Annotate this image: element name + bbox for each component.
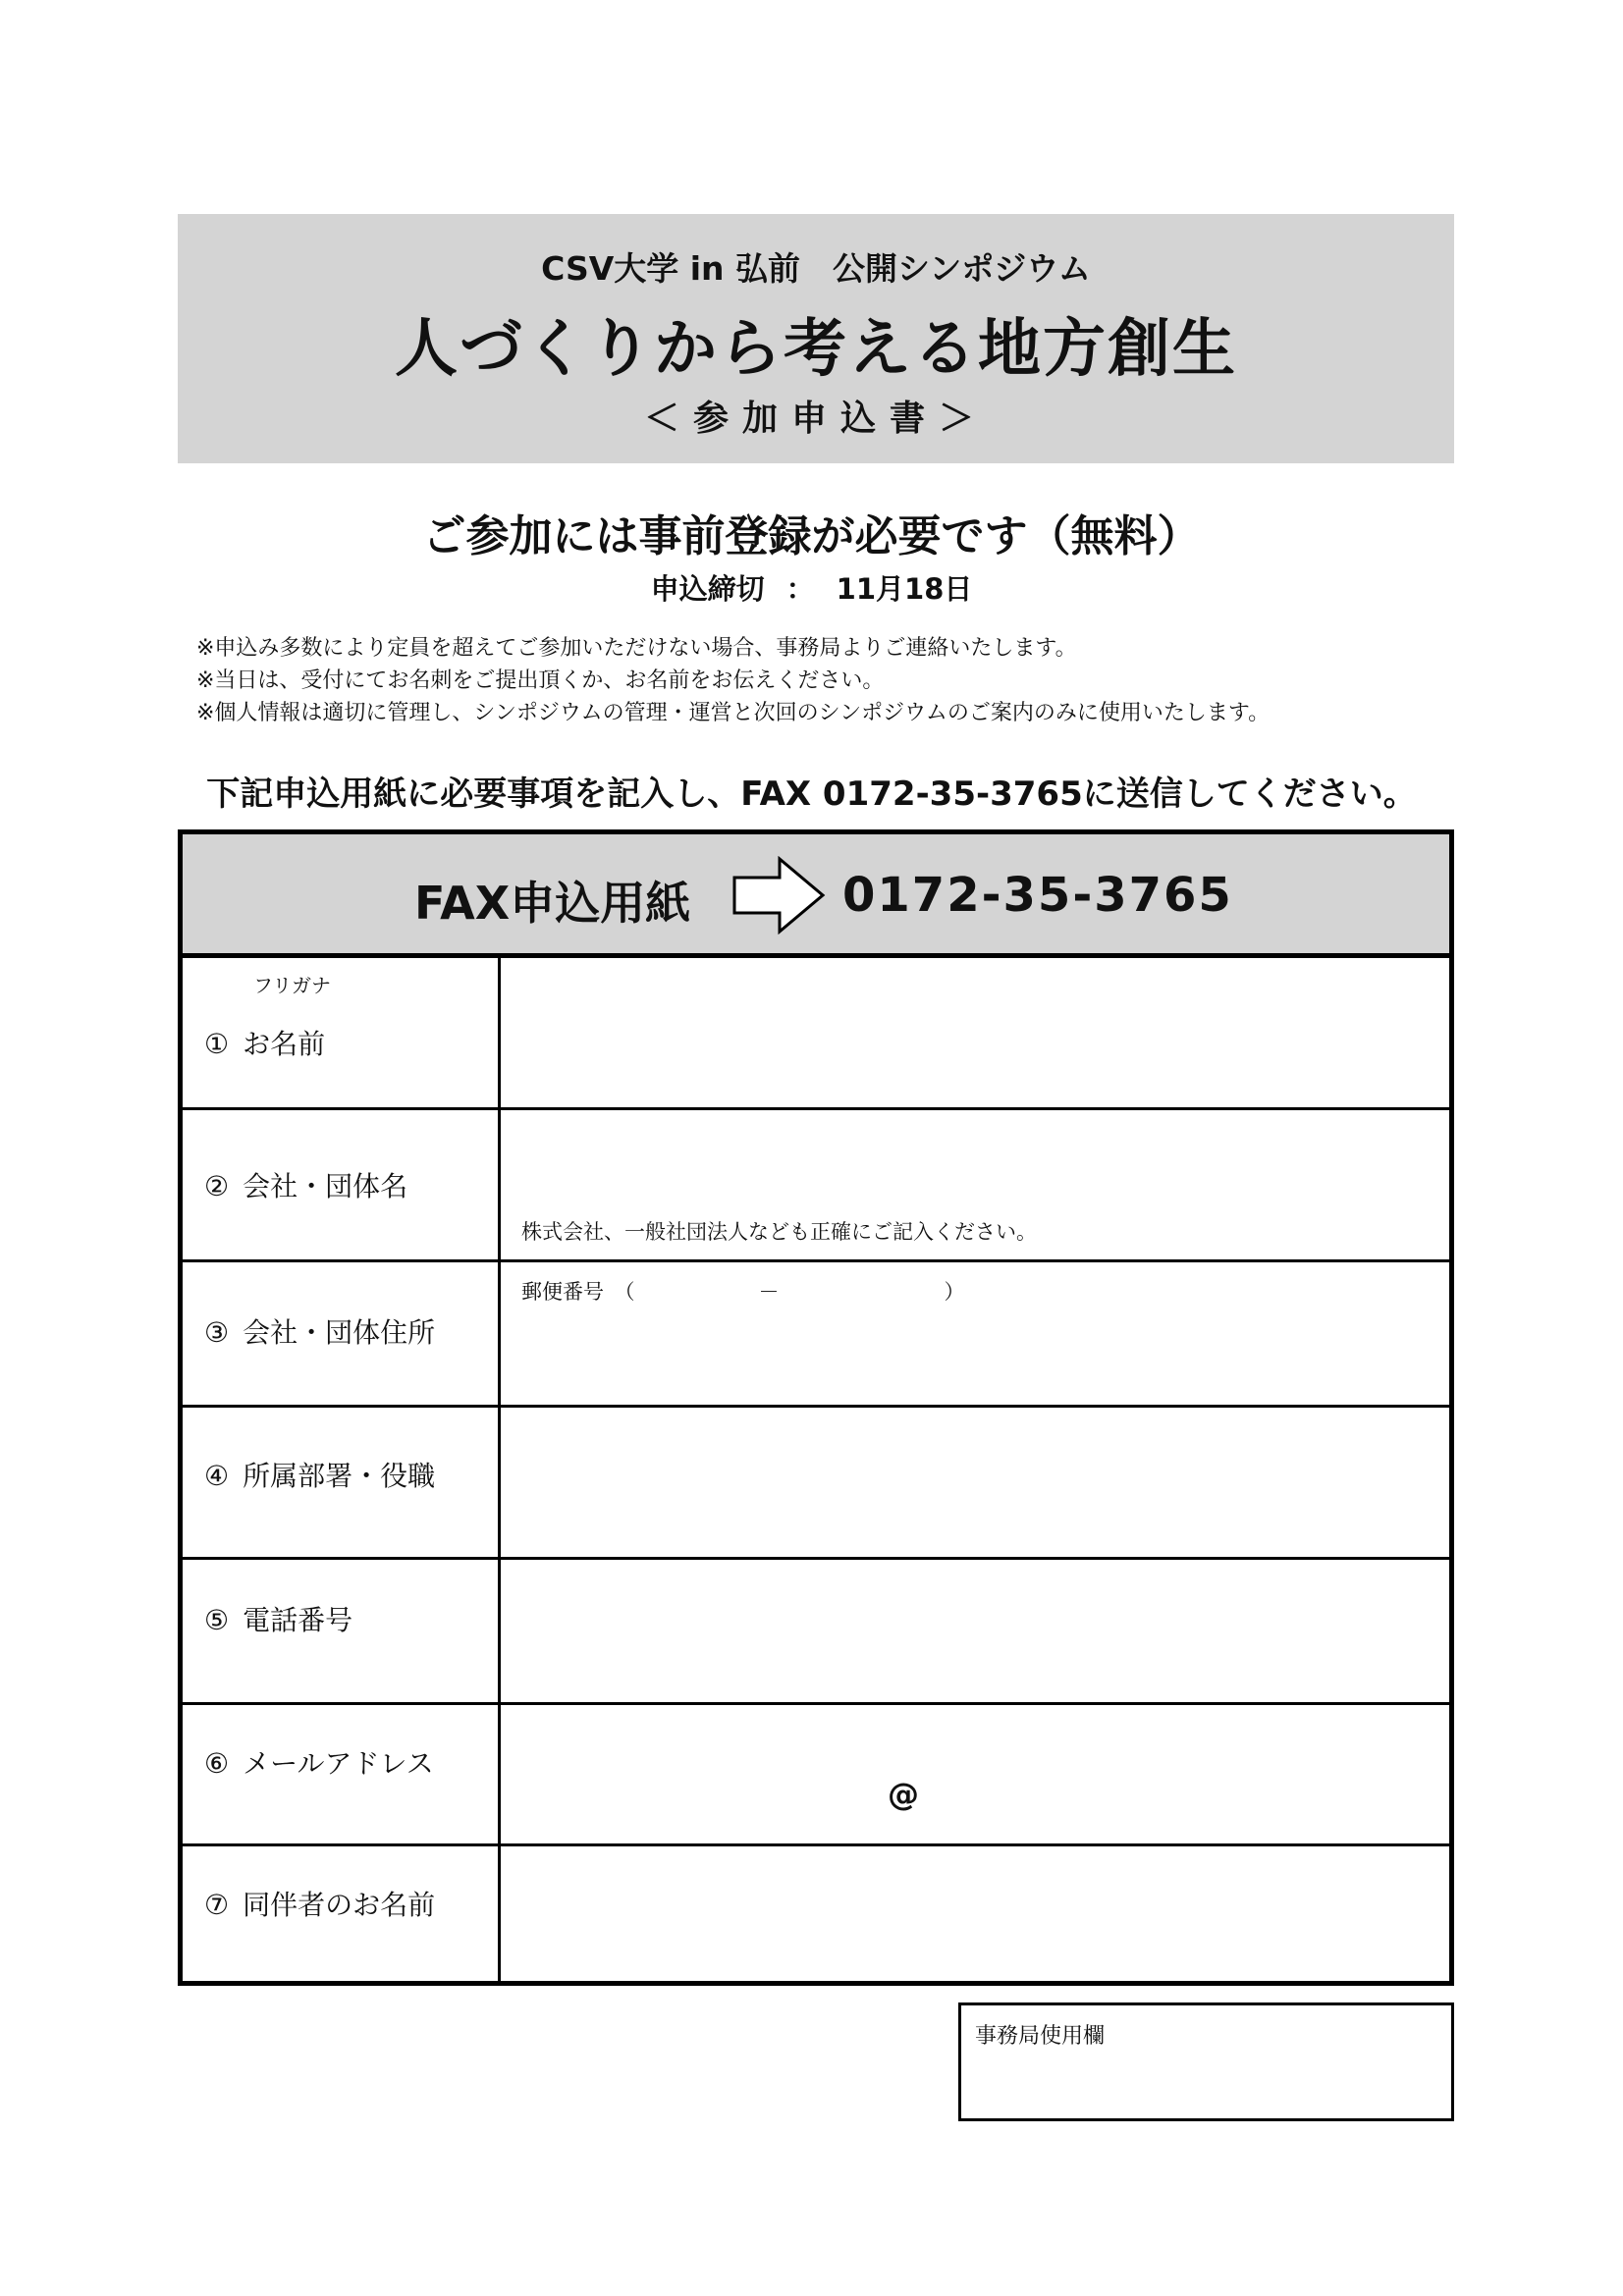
form-kind: ＜参加申込書＞ <box>643 399 988 439</box>
row-label-cell <box>183 1560 501 1702</box>
field-label-text: メールアドレス <box>243 1747 434 1780</box>
note-item: ※申込み多数により定員を超えてご参加いただけない場合、事務局よりご連絡いたします。 <box>196 636 1077 661</box>
field-label <box>204 1311 435 1351</box>
row-label-cell <box>183 1262 501 1405</box>
field-label-text: 会社・団体住所 <box>243 1316 436 1349</box>
deadline-label: 申込締切 <box>650 572 765 606</box>
form-row-address <box>183 1262 1449 1408</box>
event-title: 人づくりから考える地方創生 <box>395 313 1237 386</box>
field-number: ④ <box>204 1460 230 1492</box>
field-number: ② <box>204 1170 230 1202</box>
event-subtitle: CSV大学 in 弘前 公開シンポジウム <box>541 249 1091 288</box>
field-label <box>204 1165 407 1204</box>
form-header-label: FAX申込用紙 <box>414 877 691 930</box>
notes-list <box>196 632 1270 729</box>
field-label-text: 同伴者のお名前 <box>243 1889 436 1921</box>
field-number: ⑥ <box>204 1747 230 1780</box>
row-label-cell <box>183 958 501 1107</box>
registration-notice: ご参加には事前登録が必要です（無料） <box>422 511 1201 561</box>
form-row-department <box>183 1408 1449 1560</box>
field-number: ⑦ <box>204 1889 230 1921</box>
title-banner <box>178 214 1454 463</box>
postal-code-hint: 郵便番号 （ － ） <box>521 1280 965 1304</box>
field-label <box>204 1884 435 1923</box>
field-label <box>204 1599 352 1638</box>
field-number: ③ <box>204 1316 230 1349</box>
field-label-text: お名前 <box>243 1028 326 1060</box>
furigana-label: フリガナ <box>253 974 331 997</box>
fax-number: 0172-35-3765 <box>842 868 1233 923</box>
email-at-sign: @ <box>888 1776 919 1813</box>
right-arrow-icon <box>732 856 827 934</box>
deadline-separator: ： <box>785 572 815 606</box>
deadline-date: 11月18日 <box>836 572 973 606</box>
row-label-cell <box>183 1110 501 1259</box>
row-label-cell <box>183 1846 501 1981</box>
field-label-text: 所属部署・役職 <box>243 1460 436 1492</box>
fax-instruction: 下記申込用紙に必要事項を記入し、FAX 0172-35-3765に送信してください。 <box>206 774 1417 814</box>
form-row-name <box>183 958 1449 1110</box>
office-use-box <box>958 2002 1454 2121</box>
note-item: ※当日は、受付にてお名刺をご提出頂くか、お名前をお伝えください。 <box>196 668 885 693</box>
form-row-companion <box>183 1846 1449 1981</box>
field-label <box>204 1455 435 1494</box>
field-label-text: 電話番号 <box>243 1604 353 1636</box>
form-row-email <box>183 1705 1449 1846</box>
field-number: ⑤ <box>204 1604 230 1636</box>
field-number: ① <box>204 1028 230 1060</box>
row-label-cell <box>183 1408 501 1557</box>
deadline-line <box>0 567 1623 608</box>
office-use-label: 事務局使用欄 <box>975 2024 1106 2049</box>
company-hint: 株式会社、一般社団法人なども正確にご記入ください。 <box>521 1220 1037 1244</box>
form-header <box>183 834 1449 958</box>
note-item: ※個人情報は適切に管理し、シンポジウムの管理・運営と次回のシンポジウムのご案内のみに使用いたします。 <box>196 701 1271 725</box>
fax-application-form <box>178 829 1454 1986</box>
field-label <box>204 1023 325 1062</box>
form-row-company <box>183 1110 1449 1262</box>
row-label-cell <box>183 1705 501 1843</box>
field-label-text: 会社・団体名 <box>243 1170 408 1202</box>
form-row-phone <box>183 1560 1449 1705</box>
field-label <box>204 1742 434 1782</box>
